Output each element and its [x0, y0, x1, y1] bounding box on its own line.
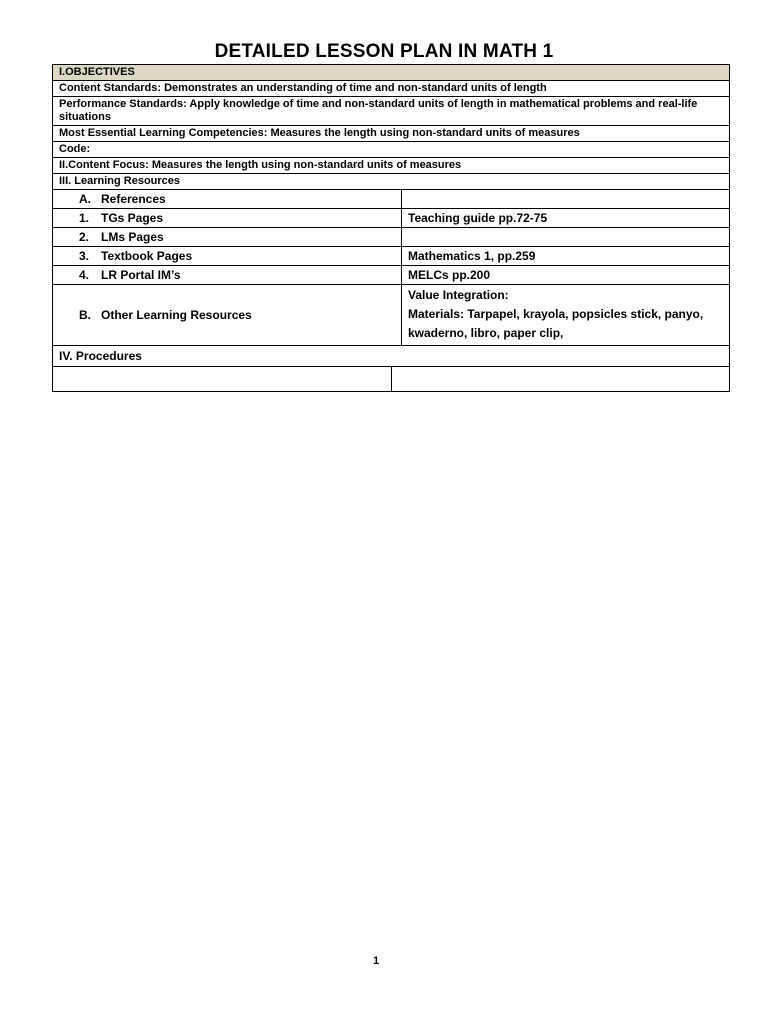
materials: Materials: Tarpapel, krayola, popsicles stick, panyo, kwaderno, libro, paper clip, — [408, 307, 704, 340]
lr-portal-cell — [53, 266, 402, 285]
other-label: Other Learning Resources — [101, 308, 252, 322]
item-label: Textbook Pages — [101, 249, 193, 263]
references-value — [402, 190, 730, 209]
item-label: LMs Pages — [101, 230, 164, 244]
table-row — [53, 190, 730, 209]
page-number: 1 — [372, 955, 380, 967]
item-marker: 1. — [79, 211, 90, 225]
item-label: TGs Pages — [101, 211, 164, 225]
content-standards: Content Standards: Demonstrates an understanding of time and non-standard units of length — [53, 81, 730, 97]
lr-portal-value: MELCs pp.200 — [402, 266, 730, 285]
objectives-header: I.OBJECTIVES — [53, 65, 730, 81]
learning-competencies: Most Essential Learning Competencies: Measures the length using non-standard units of measures — [53, 126, 730, 142]
item-marker: 2. — [79, 230, 90, 244]
code-row: Code: — [53, 142, 730, 158]
references-cell — [53, 190, 402, 209]
tgs-pages-value: Teaching guide pp.72-75 — [402, 209, 730, 228]
other-marker: B. — [79, 308, 91, 322]
item-marker: 4. — [79, 268, 90, 282]
references-marker: A. — [79, 192, 91, 206]
lesson-plan-sheet — [52, 64, 730, 392]
other-resources-cell — [53, 285, 402, 346]
table-row — [53, 367, 730, 392]
item-label: LR Portal IM’s — [101, 268, 181, 282]
learning-resources-table — [52, 189, 730, 346]
table-row — [53, 266, 730, 285]
item-marker: 3. — [79, 249, 90, 263]
page-title: DETAILED LESSON PLAN IN MATH 1 — [214, 41, 554, 62]
lms-pages-value — [402, 228, 730, 247]
lms-pages-cell — [53, 228, 402, 247]
value-integration: Value Integration: — [408, 288, 509, 302]
tgs-pages-cell — [53, 209, 402, 228]
table-row — [53, 247, 730, 266]
table-row — [53, 228, 730, 247]
table-row — [53, 209, 730, 228]
learning-resources-header: III. Learning Resources — [53, 174, 730, 190]
objectives-table — [52, 64, 730, 190]
procedures-table — [52, 345, 730, 392]
procedures-cell-left — [53, 367, 392, 392]
references-label: References — [101, 192, 166, 206]
performance-standards: Performance Standards: Apply knowledge of time and non-standard units of length in mathematical problems and real-life situations — [53, 97, 730, 126]
content-focus: II.Content Focus: Measures the length using non-standard units of measures — [53, 158, 730, 174]
other-resources-value — [402, 285, 730, 346]
procedures-cell-right — [391, 367, 730, 392]
procedures-header: IV. Procedures — [53, 346, 730, 367]
textbook-pages-cell — [53, 247, 402, 266]
table-row — [53, 285, 730, 346]
textbook-pages-value: Mathematics 1, pp.259 — [402, 247, 730, 266]
